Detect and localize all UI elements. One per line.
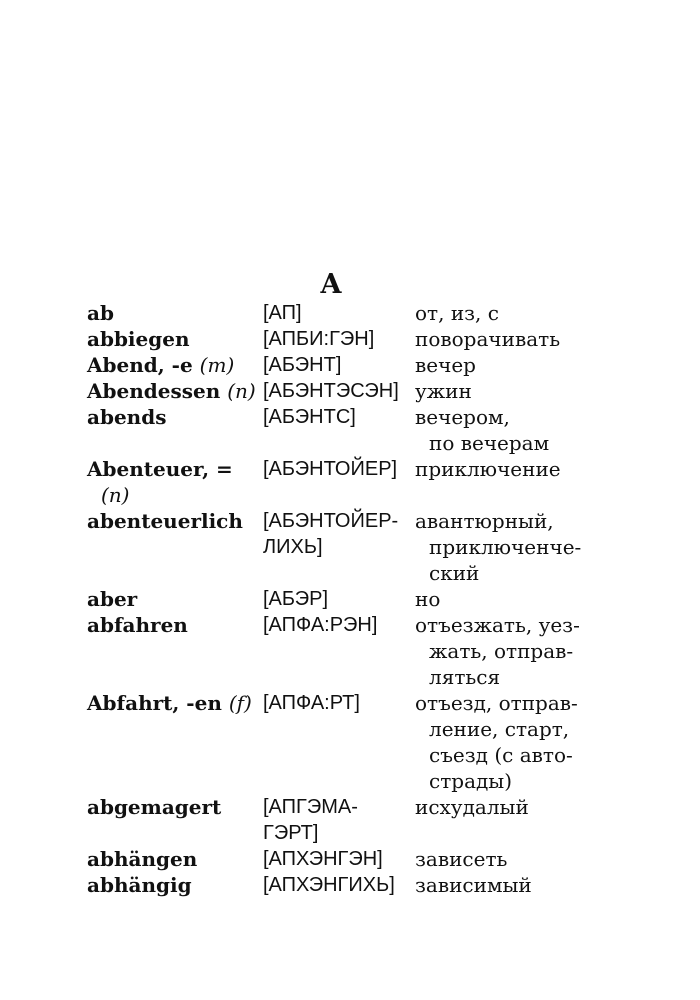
translation-line: отъезд, отправ- — [415, 691, 578, 715]
entry-headword — [87, 794, 263, 820]
entry-translation — [415, 690, 595, 794]
entry-translation — [415, 586, 595, 612]
entry-list — [87, 300, 607, 898]
entry-pronunciation: [АП] — [263, 302, 302, 324]
entry-headword — [87, 300, 263, 326]
dictionary-entry — [87, 794, 607, 846]
translation-line: приключенче- — [429, 535, 582, 559]
entry-headword — [87, 612, 263, 638]
headword-text: ab — [87, 301, 114, 325]
dictionary-entry — [87, 404, 607, 456]
entry-pronunciation: [АБЭНТ] — [263, 354, 342, 376]
translation-line: зависимый — [415, 873, 532, 897]
entry-headword — [87, 378, 263, 404]
headword-text: abgemagert — [87, 795, 222, 819]
entry-pronunciation: [АБЭНТЭСЭН] — [263, 380, 399, 402]
dictionary-entry — [87, 846, 607, 872]
entry-headword — [87, 352, 263, 378]
entry-headword — [87, 690, 263, 716]
grammar-gender: (m) — [199, 353, 235, 377]
headword-text: abhängig — [87, 873, 192, 897]
translation-line: ление, старт, — [429, 717, 570, 741]
headword-text: abends — [87, 405, 167, 429]
entry-pronunciation: [АПХЭНГЭН] — [263, 848, 383, 870]
translation-line: ляться — [429, 665, 501, 689]
headword-text: abfahren — [87, 613, 188, 637]
dictionary-entry — [87, 352, 607, 378]
entry-headword — [87, 404, 263, 430]
headword-text: Abenteuer, = — [87, 457, 233, 481]
translation-line: авантюрный, — [415, 509, 554, 533]
translation-line: ский — [429, 561, 480, 585]
translation-line: поворачивать — [415, 327, 561, 351]
dictionary-entry — [87, 586, 607, 612]
entry-headword — [87, 326, 263, 352]
entry-headword — [87, 508, 263, 534]
translation-line: страды) — [429, 769, 513, 793]
dictionary-entry — [87, 872, 607, 898]
entry-translation — [415, 508, 595, 586]
entry-pronunciation: [АПБИ:ГЭН] — [263, 328, 375, 350]
dictionary-entry — [87, 378, 607, 404]
entry-headword — [87, 586, 263, 612]
translation-line: отъезжать, уез- — [415, 613, 580, 637]
entry-headword — [87, 456, 263, 508]
entry-translation — [415, 456, 595, 482]
dictionary-entry — [87, 612, 607, 690]
headword-text: abbiegen — [87, 327, 190, 351]
entry-pronunciation: [АБЭНТС] — [263, 406, 356, 428]
entry-translation — [415, 404, 595, 456]
entry-pronunciation: [АПФА:РЭН] — [263, 614, 378, 636]
entry-translation — [415, 872, 595, 898]
dictionary-entry — [87, 690, 607, 794]
entry-pronunciation: [АБЭНТОЙЕР] — [263, 458, 398, 480]
entry-headword — [87, 872, 263, 898]
dictionary-entry — [87, 456, 607, 508]
entry-pronunciation: [АПФА:РТ] — [263, 692, 360, 714]
translation-line: вечером, — [415, 405, 510, 429]
entry-translation — [415, 352, 595, 378]
translation-line: ужин — [415, 379, 472, 403]
entry-translation — [415, 612, 595, 690]
dictionary-entry — [87, 300, 607, 326]
entry-pronunciation: [АПХЭНГИХЬ] — [263, 874, 395, 896]
translation-line: исхудалый — [415, 795, 529, 819]
entry-translation — [415, 846, 595, 872]
headword-text: abenteuerlich — [87, 509, 243, 533]
grammar-gender: (n) — [101, 483, 130, 507]
entry-pronunciation: [АБЭР] — [263, 588, 329, 610]
translation-line: по вечерам — [429, 431, 550, 455]
headword-text: abhängen — [87, 847, 198, 871]
translation-line: вечер — [415, 353, 476, 377]
entry-pronunciation: [АБЭНТОЙЕР- ЛИХЬ] — [263, 510, 399, 558]
dictionary-entry — [87, 508, 607, 586]
translation-line: съезд (с авто- — [429, 743, 573, 767]
translation-line: зависеть — [415, 847, 508, 871]
headword-text: Abendessen — [87, 379, 221, 403]
entry-translation — [415, 300, 595, 326]
grammar-gender: (f) — [228, 691, 252, 715]
headword-text: Abend, -e — [87, 353, 193, 377]
translation-line: приключение — [415, 457, 561, 481]
entry-headword — [87, 846, 263, 872]
entry-translation — [415, 378, 595, 404]
entry-pronunciation: [АПГЭМА- ГЭРТ] — [263, 796, 358, 844]
headword-text: Abfahrt, -en — [87, 691, 222, 715]
headword-text: aber — [87, 587, 138, 611]
entry-translation — [415, 326, 595, 352]
dictionary-entry — [87, 326, 607, 352]
section-letter: A — [320, 269, 342, 300]
translation-line: от, из, с — [415, 301, 499, 325]
translation-line: но — [415, 587, 441, 611]
entry-translation — [415, 794, 595, 820]
translation-line: жать, отправ- — [429, 639, 574, 663]
grammar-gender: (n) — [227, 379, 256, 403]
